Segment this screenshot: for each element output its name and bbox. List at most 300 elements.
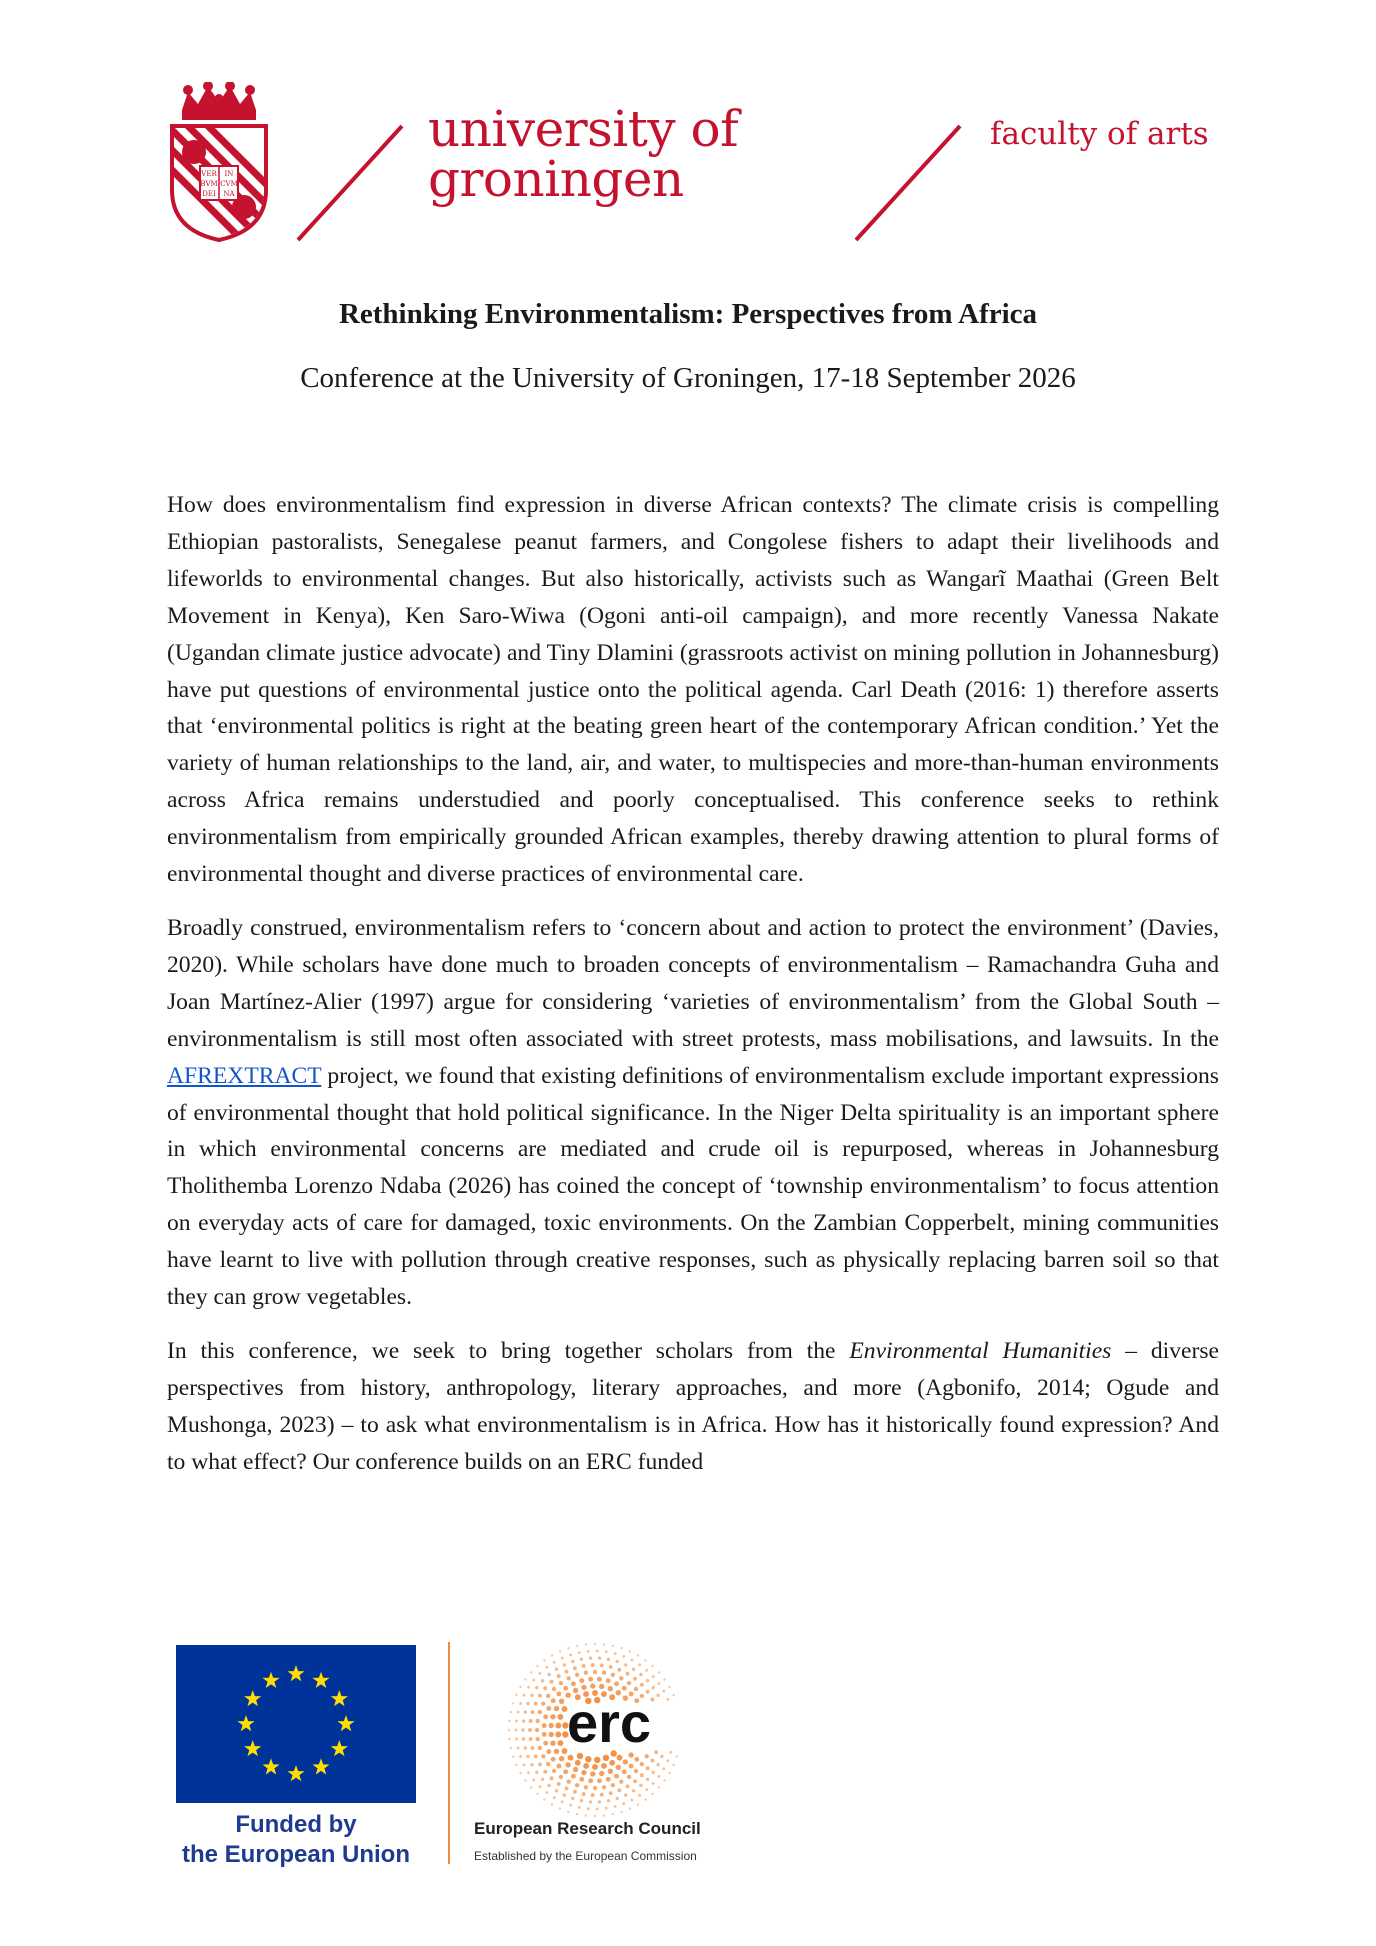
erc-dot bbox=[550, 1714, 555, 1719]
body-text bbox=[167, 487, 1219, 1498]
erc-dot bbox=[508, 1729, 510, 1731]
erc-dot bbox=[565, 1762, 570, 1767]
erc-dot bbox=[596, 1808, 599, 1811]
erc-dot bbox=[616, 1660, 619, 1663]
erc-dot bbox=[644, 1659, 646, 1661]
erc-dot bbox=[557, 1782, 561, 1786]
erc-dot bbox=[585, 1756, 591, 1762]
erc-dot bbox=[606, 1678, 611, 1683]
erc-dot bbox=[662, 1767, 665, 1770]
erc-dot bbox=[571, 1774, 576, 1779]
erc-dot bbox=[563, 1663, 566, 1666]
erc-dot bbox=[528, 1728, 532, 1732]
erc-dot bbox=[658, 1786, 660, 1788]
erc-dot bbox=[657, 1682, 660, 1685]
erc-dot bbox=[551, 1654, 553, 1656]
erc-dot bbox=[552, 1687, 556, 1691]
erc-dot bbox=[594, 1815, 596, 1817]
eu-star-icon bbox=[262, 1758, 279, 1774]
erc-dot bbox=[594, 1643, 596, 1645]
erc-dot bbox=[624, 1663, 627, 1666]
erc-dot bbox=[599, 1684, 604, 1689]
erc-dot bbox=[519, 1702, 522, 1705]
university-name-line1: university of bbox=[428, 100, 739, 158]
eu-star-icon bbox=[287, 1765, 304, 1781]
crest-text-bvm: BVM bbox=[200, 180, 218, 188]
eu-star-icon bbox=[331, 1690, 348, 1706]
erc-dot bbox=[609, 1665, 613, 1669]
erc-dot bbox=[597, 1677, 602, 1682]
erc-dot bbox=[531, 1710, 535, 1714]
erc-dot bbox=[581, 1685, 586, 1690]
erc-dot bbox=[553, 1661, 556, 1664]
erc-dot bbox=[563, 1769, 568, 1774]
paragraph-3 bbox=[167, 1333, 1219, 1481]
document-subtitle: Conference at the University of Groningen, 17-18 September 2026 bbox=[300, 362, 1076, 394]
erc-dot bbox=[662, 1690, 665, 1693]
erc-dot bbox=[576, 1645, 578, 1647]
erc-dot bbox=[571, 1660, 574, 1663]
erc-dot bbox=[555, 1732, 561, 1738]
erc-dot bbox=[573, 1767, 578, 1772]
erc-dot bbox=[543, 1798, 545, 1800]
erc-dot bbox=[541, 1754, 545, 1758]
erc-dot bbox=[515, 1738, 518, 1741]
erc-dot bbox=[559, 1681, 563, 1685]
erc-dot bbox=[676, 1755, 678, 1757]
erc-dot bbox=[603, 1643, 605, 1645]
erc-dot bbox=[543, 1741, 548, 1746]
erc-dot bbox=[535, 1728, 539, 1732]
erc-dot bbox=[541, 1702, 545, 1706]
erc-dot bbox=[652, 1675, 655, 1678]
erc-dot bbox=[614, 1774, 619, 1779]
erc-dot bbox=[527, 1686, 530, 1689]
erc-dot bbox=[622, 1686, 627, 1691]
erc-dot bbox=[603, 1755, 609, 1761]
paragraph-2-part-1: Broadly construed, environmentalism refers to ‘concern about and action to protect the environment’ (Davies, 2020). While scholars have done much to broaden concepts of environmentalism – Ramachandra Guha and Joan Martínez-Alier (1997) argue for considering ‘varieties of environmentalism’ from the Global South – environmentalism is still most often associated with street protests, mass mobilisations, and lawsuits. In the bbox=[167, 914, 1219, 1052]
erc-dot bbox=[567, 1676, 571, 1680]
erc-dot bbox=[575, 1760, 581, 1766]
erc-dot bbox=[542, 1723, 547, 1728]
erc-mark-text: erc bbox=[566, 1691, 652, 1754]
erc-dot bbox=[519, 1755, 522, 1758]
erc-dot bbox=[622, 1802, 625, 1805]
erc-dot bbox=[656, 1694, 659, 1697]
erc-dot bbox=[538, 1694, 542, 1698]
erc-dot bbox=[524, 1746, 527, 1749]
erc-dot bbox=[553, 1796, 556, 1799]
erc-dot bbox=[510, 1747, 512, 1749]
erc-dot bbox=[545, 1791, 548, 1794]
erc-dot bbox=[575, 1783, 579, 1787]
erc-dot bbox=[555, 1723, 561, 1729]
slash-divider-1 bbox=[292, 122, 412, 244]
erc-dot bbox=[580, 1799, 583, 1802]
erc-dot bbox=[517, 1711, 520, 1714]
erc-dot bbox=[571, 1797, 574, 1800]
erc-dot bbox=[522, 1737, 525, 1740]
erc-dot bbox=[627, 1775, 631, 1779]
erc-dot bbox=[567, 1647, 569, 1649]
erc-dot bbox=[609, 1791, 613, 1795]
erc-dot bbox=[551, 1698, 556, 1703]
erc-dot bbox=[526, 1755, 529, 1758]
erc-dot bbox=[633, 1677, 637, 1681]
erc-dot bbox=[508, 1720, 510, 1722]
crest-text-na: NA bbox=[223, 190, 235, 198]
erc-dot bbox=[602, 1671, 606, 1675]
erc-dot bbox=[630, 1659, 633, 1662]
erc-dot bbox=[536, 1719, 540, 1723]
eu-caption-line1: Funded by bbox=[235, 1811, 357, 1838]
erc-dot bbox=[589, 1656, 592, 1659]
erc-dot bbox=[666, 1759, 669, 1762]
erc-dot bbox=[543, 1770, 547, 1774]
erc-dot bbox=[542, 1732, 547, 1737]
erc-dot bbox=[612, 1645, 614, 1647]
erc-dot bbox=[538, 1785, 541, 1788]
erc-dot bbox=[551, 1803, 553, 1805]
erc-dot bbox=[632, 1789, 635, 1792]
erc-dot bbox=[536, 1737, 540, 1741]
erc-dot bbox=[601, 1763, 607, 1769]
erc-dot bbox=[600, 1663, 604, 1667]
erc-dot bbox=[611, 1783, 615, 1787]
erc-dot bbox=[552, 1769, 556, 1773]
erc-dot bbox=[656, 1763, 659, 1766]
erc-dot bbox=[629, 1764, 634, 1769]
erc-dot bbox=[543, 1714, 548, 1719]
erc-dot bbox=[569, 1804, 572, 1807]
erc-dot bbox=[616, 1765, 621, 1770]
erc-dot bbox=[612, 1813, 614, 1815]
erc-dot bbox=[630, 1798, 633, 1801]
erc-dot bbox=[563, 1793, 566, 1796]
erc-dot bbox=[538, 1762, 542, 1766]
erc-dot bbox=[619, 1780, 623, 1784]
university-name bbox=[428, 100, 739, 208]
paragraph-2 bbox=[167, 910, 1219, 1316]
erc-dot bbox=[582, 1792, 586, 1796]
erc-dot bbox=[527, 1771, 530, 1774]
erc-dot bbox=[547, 1673, 550, 1676]
erc-dot bbox=[633, 1779, 637, 1783]
erc-dot bbox=[550, 1776, 554, 1780]
logo-divider bbox=[448, 1642, 450, 1864]
erc-dot bbox=[608, 1769, 613, 1774]
paragraph-1: How does environmentalism find expression in diverse African contexts? The climate crisis is compelling Ethiopian pastoralists, Senegalese peanut farmers, and Congolese fishers to adapt their livelihoods and lifeworlds to environmental changes. But also historically, activists such as Wangarĩ Maathai (Green Belt Movement in Kenya), Ken Saro-Wiwa (Ogoni anti-oil campaign), and more recently Vanessa Nakate (Ugandan climate justice advocate) and Tiny Dlamini (grassroots activist on mining pollution in Johannesburg) have put questions of environmental justice onto the political agenda. Carl Death (2016: 1) therefore asserts that ‘environmental politics is right at the beating green heart of the contemporary African condition.’ Yet the variety of human relationships to the land, air, and water, to multispecies and more-than-human environments across Africa remains understudied and poorly conceptualised. This conference seeks to rethink environmentalism from empirically grounded African examples, thereby drawing attention to plural forms of environmental thought and diverse practices of environmental care. bbox=[167, 492, 1219, 888]
erc-dot bbox=[559, 1699, 564, 1704]
erc-dot bbox=[531, 1746, 535, 1750]
erc-dot bbox=[607, 1799, 610, 1802]
erc-dot bbox=[614, 1681, 619, 1686]
erc-dot bbox=[650, 1759, 654, 1763]
paragraph-3-part-1: In this conference, we seek to bring together scholars from the bbox=[167, 1337, 850, 1364]
erc-dot bbox=[559, 1756, 564, 1761]
erc-dot bbox=[590, 1683, 595, 1688]
erc-dot bbox=[637, 1654, 639, 1656]
erc-dot bbox=[522, 1719, 525, 1722]
erc-dot bbox=[616, 1797, 619, 1800]
erc-dot bbox=[536, 1793, 538, 1795]
erc-dot bbox=[581, 1770, 586, 1775]
erc-dot bbox=[512, 1755, 514, 1757]
erc-dot bbox=[629, 1807, 631, 1809]
erc-dot bbox=[582, 1664, 586, 1668]
afrextract-link[interactable]: AFREXTRACT bbox=[167, 1062, 322, 1089]
eu-caption-line2: the European Union bbox=[182, 1841, 410, 1868]
erc-dot bbox=[530, 1763, 533, 1766]
erc-dot bbox=[583, 1763, 589, 1769]
erc-dot bbox=[626, 1784, 630, 1788]
erc-dot bbox=[592, 1764, 598, 1770]
eu-star-icon bbox=[337, 1715, 354, 1731]
eu-star-icon bbox=[287, 1665, 304, 1681]
erc-dot bbox=[515, 1694, 517, 1696]
erc-dot bbox=[536, 1665, 538, 1667]
erc-dot bbox=[567, 1811, 569, 1813]
erc-dot bbox=[587, 1807, 590, 1810]
erc-dot bbox=[546, 1762, 550, 1766]
erc-dot bbox=[538, 1710, 542, 1714]
erc-dot bbox=[554, 1749, 559, 1754]
erc-dot bbox=[598, 1656, 601, 1659]
erc-dot bbox=[617, 1788, 621, 1792]
erc-dot bbox=[523, 1694, 526, 1697]
erc-dot bbox=[573, 1666, 577, 1670]
erc-dot bbox=[547, 1784, 550, 1787]
erc-dot bbox=[530, 1786, 532, 1788]
erc-dot bbox=[645, 1788, 648, 1791]
erc-dot bbox=[620, 1647, 622, 1649]
crest-text-dei: DEI bbox=[202, 190, 216, 198]
erc-dot bbox=[567, 1780, 571, 1784]
erc-dot bbox=[523, 1763, 526, 1766]
erc-dot bbox=[524, 1678, 526, 1680]
erc-dot bbox=[561, 1800, 564, 1803]
erc-dot bbox=[658, 1671, 660, 1673]
erc-dot bbox=[557, 1674, 561, 1678]
erc-dot bbox=[596, 1650, 599, 1653]
erc-dot bbox=[549, 1723, 554, 1728]
erc-dot bbox=[532, 1679, 535, 1682]
erc-dot bbox=[668, 1772, 670, 1774]
erc-dot bbox=[652, 1782, 655, 1785]
erc-dot bbox=[557, 1714, 563, 1720]
erc-dot bbox=[579, 1678, 584, 1683]
page-header bbox=[0, 0, 1376, 260]
erc-dot bbox=[519, 1772, 521, 1774]
erc-dot bbox=[623, 1759, 628, 1764]
erc-dot bbox=[535, 1771, 538, 1774]
erc-dot bbox=[619, 1676, 623, 1680]
erc-dot bbox=[515, 1720, 518, 1723]
erc-dot bbox=[545, 1666, 548, 1669]
erc-dot bbox=[546, 1706, 551, 1711]
erc-dot bbox=[579, 1777, 584, 1782]
erc-dot bbox=[555, 1668, 558, 1671]
erc-dot bbox=[646, 1679, 649, 1682]
eu-star-icon bbox=[244, 1740, 261, 1756]
erc-dot bbox=[521, 1728, 524, 1731]
erc-dot bbox=[632, 1668, 635, 1671]
eu-star-icon bbox=[312, 1758, 329, 1774]
erc-dot bbox=[546, 1694, 550, 1698]
erc-dot bbox=[593, 1670, 597, 1674]
erc-dot bbox=[587, 1650, 590, 1653]
erc-dot bbox=[543, 1686, 547, 1690]
erc-dot bbox=[644, 1798, 646, 1800]
erc-dot bbox=[606, 1777, 611, 1782]
erc-dot bbox=[515, 1729, 518, 1732]
erc-dot bbox=[637, 1803, 639, 1805]
erc-established-text: Established by the European Commission bbox=[474, 1849, 697, 1863]
erc-logo bbox=[505, 1640, 685, 1820]
erc-dot bbox=[530, 1671, 532, 1673]
erc-dot bbox=[561, 1657, 564, 1660]
erc-dot bbox=[565, 1670, 569, 1674]
erc-dot bbox=[508, 1738, 510, 1740]
eu-star-icon bbox=[331, 1740, 348, 1756]
eu-star-icon bbox=[244, 1690, 261, 1706]
erc-dot bbox=[646, 1766, 650, 1770]
slash-divider-2 bbox=[850, 122, 970, 244]
erc-dot bbox=[559, 1807, 561, 1809]
erc-dot bbox=[556, 1764, 561, 1769]
erc-dot bbox=[663, 1779, 665, 1781]
erc-dot bbox=[646, 1778, 649, 1781]
erc-dot bbox=[639, 1673, 642, 1676]
erc-dot bbox=[556, 1691, 561, 1696]
erc-dot bbox=[529, 1737, 533, 1741]
erc-dot bbox=[524, 1779, 526, 1781]
erc-dot bbox=[543, 1659, 545, 1661]
erc-dot bbox=[565, 1786, 569, 1790]
erc-dot bbox=[541, 1679, 544, 1682]
erc-dot bbox=[546, 1749, 551, 1754]
erc-dot bbox=[585, 1643, 587, 1645]
erc-dot bbox=[634, 1757, 639, 1762]
erc-dot bbox=[578, 1806, 581, 1809]
erc-dot bbox=[580, 1658, 583, 1661]
erc-dot bbox=[652, 1771, 655, 1774]
erc-name: European Research Council bbox=[474, 1819, 701, 1838]
crest-text-cvm: CVM bbox=[220, 180, 238, 188]
erc-dot bbox=[563, 1686, 568, 1691]
erc-dot bbox=[651, 1793, 653, 1795]
erc-dot bbox=[557, 1740, 563, 1746]
erc-dot bbox=[666, 1698, 669, 1701]
erc-dot bbox=[588, 1677, 593, 1682]
erc-dot bbox=[535, 1686, 538, 1689]
erc-dot bbox=[672, 1764, 674, 1766]
erc-dot bbox=[526, 1702, 529, 1705]
erc-dot bbox=[559, 1650, 561, 1652]
erc-dot bbox=[554, 1706, 559, 1711]
erc-dot bbox=[645, 1669, 648, 1672]
erc-dot bbox=[611, 1673, 615, 1677]
erc-dot bbox=[588, 1778, 593, 1783]
erc-dot bbox=[569, 1653, 572, 1656]
erc-dot bbox=[597, 1778, 602, 1783]
eu-funding-caption bbox=[168, 1810, 424, 1870]
environmental-humanities-italic: Environmental Humanities bbox=[849, 1337, 1112, 1364]
erc-dot bbox=[663, 1678, 665, 1680]
erc-dot bbox=[594, 1757, 600, 1763]
erc-dot bbox=[590, 1771, 595, 1776]
erc-dot bbox=[532, 1779, 535, 1782]
erc-dot bbox=[584, 1785, 588, 1789]
erc-dot bbox=[602, 1785, 606, 1789]
erc-dot bbox=[654, 1750, 658, 1754]
erc-dot bbox=[541, 1778, 544, 1781]
erc-dot bbox=[550, 1680, 554, 1684]
erc-dot bbox=[605, 1650, 608, 1653]
erc-dot bbox=[510, 1711, 512, 1713]
erc-dot bbox=[614, 1805, 617, 1808]
erc-dot bbox=[651, 1665, 653, 1667]
erc-dot bbox=[634, 1769, 638, 1773]
erc-dot bbox=[576, 1813, 578, 1815]
erc-dot bbox=[617, 1755, 623, 1761]
paragraph-2-part-2: project, we found that existing definitions of environmentalism exclude important expressions of environmental thought that hold political significance. In the Niger Delta spirituality is an important sphere in which environmental concerns are mediated and crude oil is repurposed, whereas in Johannesburg Tholithemba Lorenzo Ndaba (2026) has coined the concept of ‘township environmentalism’ to focus attention on everyday acts of care for damaged, toxic environments. On the Zambian Copperbelt, mining communities have learnt to live with pollution through creative responses, such as physically replacing barren soil so that they can grow vegetables. bbox=[167, 1062, 1219, 1311]
erc-dot bbox=[672, 1694, 674, 1696]
document-title: Rethinking Environmentalism: Perspectives from Africa bbox=[338, 298, 1038, 330]
erc-dot bbox=[626, 1672, 630, 1676]
erc-dot bbox=[617, 1668, 621, 1672]
erc-dot bbox=[571, 1681, 576, 1686]
erc-dot bbox=[668, 1686, 670, 1688]
erc-dot bbox=[629, 1650, 631, 1652]
paragraph-3-part-2: – diverse perspectives from history, anthropology, literary approaches, and more (Agbonifo, 2014; Ogude and Mushonga, 2023) – to ask what environmentalism is in Africa. How has it historically found expression? And to what effect? Our conference builds on an ERC funded bbox=[167, 1337, 1219, 1475]
erc-dot bbox=[534, 1702, 538, 1706]
erc-dot bbox=[559, 1775, 563, 1779]
erc-dot bbox=[622, 1769, 627, 1774]
crest-text-ver: VER bbox=[201, 170, 217, 178]
erc-dot bbox=[517, 1746, 520, 1749]
erc-dot bbox=[593, 1786, 597, 1790]
eu-star-icon bbox=[237, 1715, 254, 1731]
erc-dot bbox=[530, 1694, 533, 1697]
erc-dot bbox=[622, 1655, 625, 1658]
faculty-name: faculty of arts bbox=[990, 116, 1209, 152]
erc-dot bbox=[640, 1773, 644, 1777]
erc-dot bbox=[538, 1672, 541, 1675]
eu-star-icon bbox=[312, 1672, 329, 1688]
erc-dot bbox=[620, 1811, 622, 1813]
erc-dot bbox=[600, 1793, 604, 1797]
erc-dot bbox=[538, 1746, 542, 1750]
erc-dot bbox=[549, 1732, 554, 1737]
erc-dot bbox=[640, 1762, 644, 1766]
erc-dot bbox=[584, 1671, 588, 1675]
erc-dot bbox=[551, 1757, 556, 1762]
erc-dot bbox=[512, 1702, 514, 1704]
erc-dot bbox=[550, 1741, 555, 1746]
erc-dot bbox=[657, 1775, 660, 1778]
erc-dot bbox=[652, 1686, 655, 1689]
erc-dot bbox=[605, 1807, 608, 1810]
erc-dot bbox=[515, 1764, 517, 1766]
crest-text-in: IN bbox=[224, 170, 234, 178]
erc-dot bbox=[614, 1652, 617, 1655]
university-name-line2: groningen bbox=[428, 150, 684, 208]
erc-dot bbox=[529, 1719, 533, 1723]
erc-dot bbox=[660, 1755, 663, 1758]
erc-dot bbox=[591, 1793, 595, 1797]
erc-dot bbox=[669, 1751, 672, 1754]
